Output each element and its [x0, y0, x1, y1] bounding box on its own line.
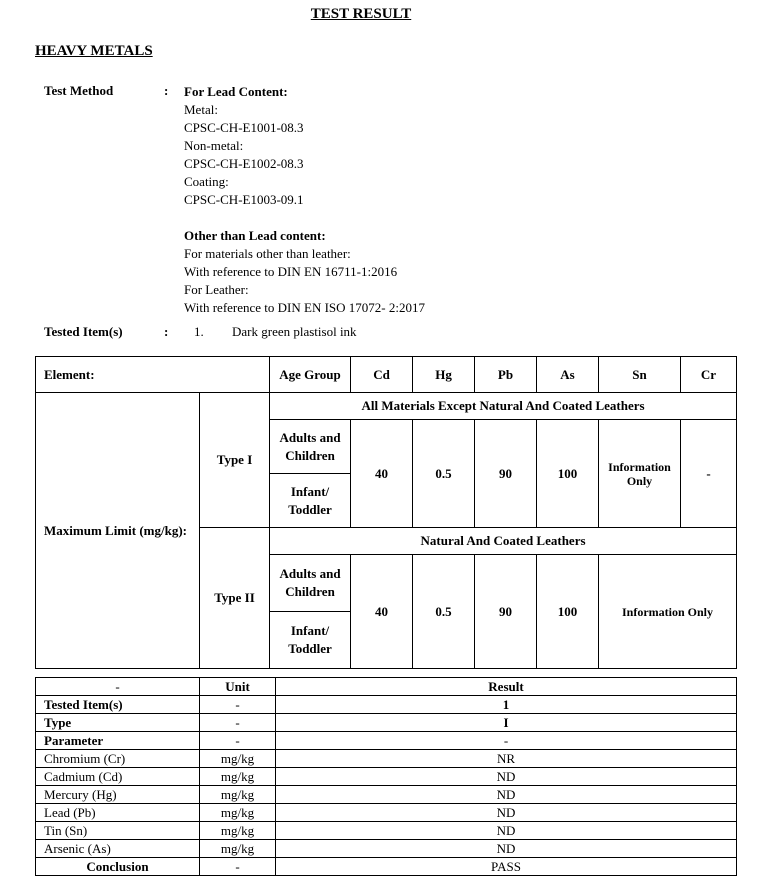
table-row [36, 840, 737, 858]
lead-content-heading: For Lead Content: [184, 84, 288, 99]
other-content-heading: Other than Lead content: [184, 228, 326, 243]
method-line: Metal: [184, 102, 218, 117]
param-cell: Tin (Sn) [36, 822, 200, 840]
type1-banner: All Materials Except Natural And Coated Leathers [270, 393, 737, 420]
type2-banner: Natural And Coated Leathers [270, 528, 737, 555]
param-cell: Chromium (Cr) [36, 750, 200, 768]
limits-table [35, 356, 737, 669]
results-header: Result [276, 678, 737, 696]
limit-value: 100 [537, 420, 599, 528]
method-line: CPSC-CH-E1002-08.3 [184, 156, 304, 171]
element-header: As [537, 357, 599, 393]
unit-cell: mg/kg [200, 804, 276, 822]
element-header: Cr [681, 357, 737, 393]
limit-value: 90 [475, 555, 537, 669]
type1-label: Type I [200, 393, 270, 528]
param-cell: Mercury (Hg) [36, 786, 200, 804]
result-cell: ND [276, 786, 737, 804]
table-row [36, 786, 737, 804]
tested-items-label: Tested Item(s) [44, 324, 123, 339]
method-line: Non-metal: [184, 138, 244, 153]
result-cell: ND [276, 768, 737, 786]
page-title: TEST RESULT [310, 6, 412, 22]
param-cell: Cadmium (Cd) [36, 768, 200, 786]
tested-item-name: Dark green plastisol ink [232, 324, 357, 339]
type2-label: Type II [200, 528, 270, 669]
limit-value: 40 [351, 420, 413, 528]
limit-value-cr: - [681, 420, 737, 528]
limit-value-sn: Information Only [599, 420, 681, 528]
method-line: CPSC-CH-E1001-08.3 [184, 120, 304, 135]
age-adults-children: Adults and Children [270, 420, 351, 474]
tested-item-number: 1. [194, 324, 204, 339]
results-table [35, 677, 737, 876]
param-cell: Arsenic (As) [36, 840, 200, 858]
unit-cell: mg/kg [200, 768, 276, 786]
age-group-header: Age Group [270, 357, 351, 393]
result-cell: ND [276, 840, 737, 858]
unit-cell: - [200, 696, 276, 714]
param-cell: Lead (Pb) [36, 804, 200, 822]
element-header: Pb [475, 357, 537, 393]
limit-value: 40 [351, 555, 413, 669]
limit-value: 0.5 [413, 420, 475, 528]
param-cell: Tested Item(s) [36, 696, 200, 714]
conclusion-unit: - [200, 858, 276, 876]
param-cell: Type [36, 714, 200, 732]
method-line: For materials other than leather: [184, 246, 351, 261]
conclusion-label: Conclusion [36, 858, 200, 876]
method-line: For Leather: [184, 282, 249, 297]
conclusion-row [36, 858, 737, 876]
element-header: Hg [413, 357, 475, 393]
unit-cell: mg/kg [200, 786, 276, 804]
results-header: - [36, 678, 200, 696]
unit-cell: mg/kg [200, 840, 276, 858]
result-cell: - [276, 732, 737, 750]
result-cell: ND [276, 822, 737, 840]
result-cell: NR [276, 750, 737, 768]
unit-cell: - [200, 714, 276, 732]
test-method-label: Test Method [44, 83, 114, 98]
results-header: Unit [200, 678, 276, 696]
section-heading: HEAVY METALS [35, 43, 153, 59]
age-infant-toddler: Infant/ Toddler [270, 612, 351, 669]
limit-value: 100 [537, 555, 599, 669]
table-row [36, 804, 737, 822]
limit-value: 90 [475, 420, 537, 528]
test-method-colon: : [164, 83, 169, 98]
limit-value-sn-cr: Information Only [599, 555, 737, 669]
table-row [36, 696, 737, 714]
result-cell: I [276, 714, 737, 732]
method-line: With reference to DIN EN ISO 17072- 2:2017 [184, 300, 425, 315]
result-cell: ND [276, 804, 737, 822]
method-line: CPSC-CH-E1003-09.1 [184, 192, 304, 207]
method-line: With reference to DIN EN 16711-1:2016 [184, 264, 398, 279]
table-row [36, 732, 737, 750]
conclusion-result: PASS [276, 858, 737, 876]
unit-cell: - [200, 732, 276, 750]
tested-items-colon: : [164, 324, 169, 339]
unit-cell: mg/kg [200, 822, 276, 840]
table-row [36, 822, 737, 840]
element-header: Cd [351, 357, 413, 393]
age-infant-toddler: Infant/ Toddler [270, 474, 351, 528]
param-cell: Parameter [36, 732, 200, 750]
table-row [36, 750, 737, 768]
unit-cell: mg/kg [200, 750, 276, 768]
element-header: Sn [599, 357, 681, 393]
element-label: Element: [36, 357, 270, 393]
age-adults-children: Adults and Children [270, 555, 351, 612]
result-cell: 1 [276, 696, 737, 714]
table-row [36, 768, 737, 786]
maximum-limit-label: Maximum Limit (mg/kg): [36, 393, 200, 669]
table-row [36, 714, 737, 732]
method-line: Coating: [184, 174, 229, 189]
limit-value: 0.5 [413, 555, 475, 669]
